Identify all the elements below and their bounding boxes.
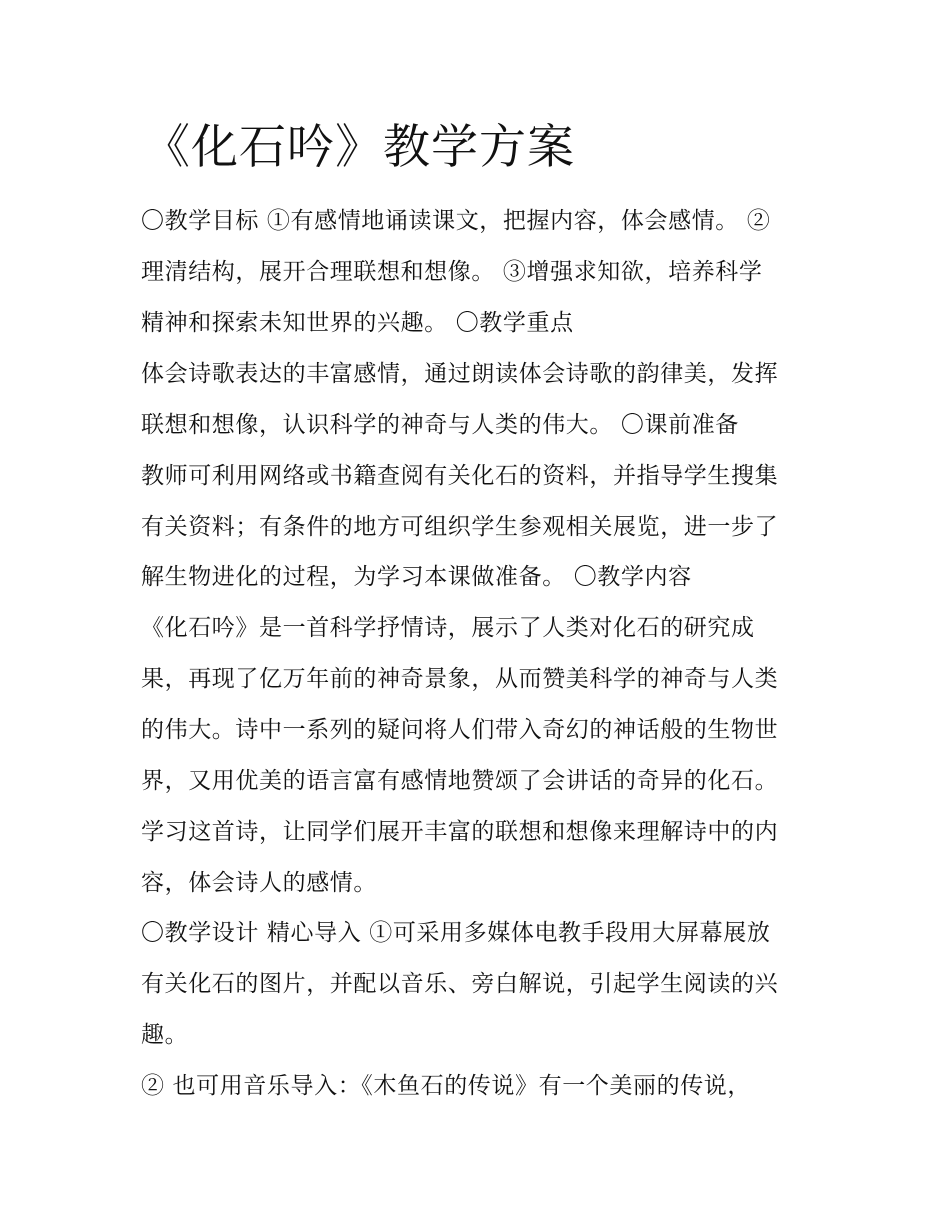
text-line-content-head: 解生物进化的过程，为学习本课做准备。 〇教学内容 — [141, 564, 692, 590]
text-line: 理清结构，展开合理联想和想像。 ③增强求知欲，培养科学 — [141, 259, 763, 285]
text-line-key-points-head: 精神和探索未知世界的兴趣。 〇教学重点 — [141, 310, 574, 336]
text-line: 容，体会诗人的感情。 — [141, 870, 377, 896]
text-line-design-head: 〇教学设计 精心导入 ①可采用多媒体电教手段用大屏幕展放 — [141, 920, 771, 946]
text-line: 《化石吟》是一首科学抒情诗，展示了人类对化石的研究成 — [141, 615, 755, 641]
text-line: ② 也可用音乐导入：《木鱼石的传说》有一个美丽的传说， — [141, 1073, 752, 1099]
text-line: 教师可利用网络或书籍查阅有关化石的资料，并指导学生搜集 — [141, 463, 779, 489]
text-line: 体会诗歌表达的丰富感情，通过朗读体会诗歌的韵律美，发挥 — [141, 361, 779, 387]
text-line: 有关资料；有条件的地方可组织学生参观相关展览，进一步了 — [141, 514, 779, 540]
text-line-preparation-head: 联想和想像，认识科学的神奇与人类的伟大。 〇课前准备 — [141, 412, 739, 438]
text-line: 的伟大。诗中一系列的疑问将人们带入奇幻的神话般的生物世 — [141, 717, 779, 743]
text-line: 学习这首诗，让同学们展开丰富的联想和想像来理解诗中的内 — [141, 819, 779, 845]
text-line-objectives: 〇教学目标 ①有感情地诵读课文，把握内容，体会感情。 ② — [141, 208, 771, 234]
text-line: 趣。 — [141, 1022, 189, 1048]
document-title: 《化石吟》教学方案 — [143, 120, 575, 175]
text-line: 界，又用优美的语言富有感情地赞颂了会讲话的奇异的化石。 — [141, 768, 779, 794]
text-line: 有关化石的图片，并配以音乐、旁白解说，引起学生阅读的兴 — [141, 971, 779, 997]
text-line: 果，再现了亿万年前的神奇景象，从而赞美科学的神奇与人类 — [141, 666, 779, 692]
